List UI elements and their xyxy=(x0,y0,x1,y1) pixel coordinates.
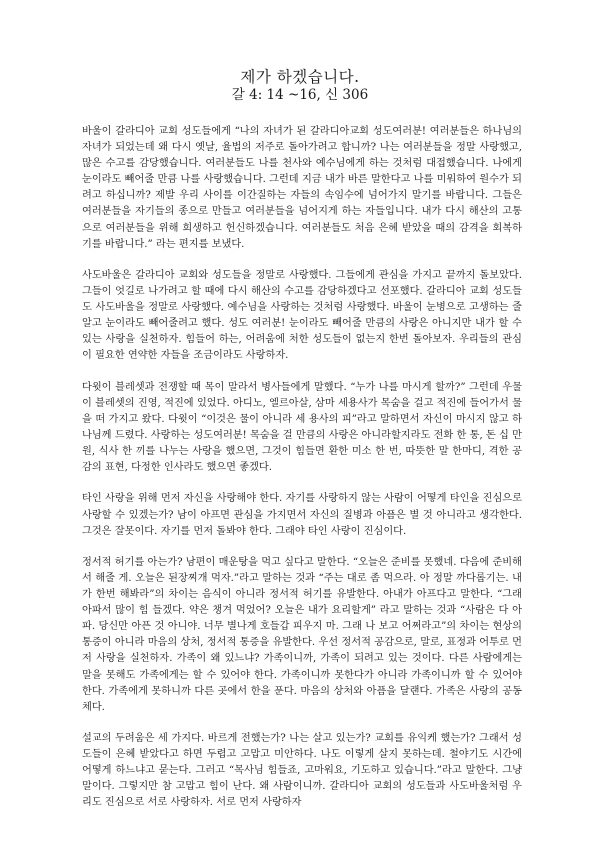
scripture-reference: 갈 4: 14 ~16, 신 306 xyxy=(231,87,369,103)
paragraph-6: 설교의 두려움은 세 가지다. 바르게 전했는가? 나는 살고 있는가? 교회를 유익케 했는가? 그래서 성도들이 은혜 받았다고 하면 두렵고 고맙고 미안하다. 나도 이렇게 살지 못하는데. 철야기도 시간에 어떻게 하느냐고 묻는다. 그러고 “목사님 힘들죠, 고마워요, 기도하고 있습니다.”라고 말한다. 그냥 말이다. 그렇지만 참 고맙고 힘이 난다. 왜 사람이니까. 갈라디아 교회의 성도들과 사도바울처럼 우리도 진심으로 서로 사랑하자. 서로 먼저 사랑하자 xyxy=(82,733,522,809)
sermon-title: 제가 하겠습니다. xyxy=(240,68,360,86)
paragraph-4: 타인 사랑을 위해 먼저 자신을 사랑해야 한다. 자기를 사랑하지 않는 사람이 어떻게 타인을 진심으로 사랑할 수 있겠는가? 남이 아프면 관심을 가지면서 자신의 질병과 아픔은 별 것 아니라고 생각한다. 그것은 잘못이다. 자기를 먼저 돌봐야 한다. 그래야 타인 사랑이 진심이다. xyxy=(82,493,522,537)
paragraph-5: 정서적 허기를 아는가? 남편이 매운탕을 먹고 싶다고 말한다. “오늘은 준비를 못했네. 다음에 준비해서 해줄 게. 오늘은 된장찌개 먹자.”라고 말하는 것과 “주는 대로 좀 먹으라. 아 정말 까다롭기는. 내가 한번 해봐라”의 차이는 음식이 아니라 정서적 허기를 유발한다. 아내가 아프다고 말한다. “그래 아파서 많이 힘 들겠다. 약은 챙겨 먹었어? 오늘은 내가 요리할게” 라고 말하는 것과 “사람은 다 아파. 당신만 아픈 것 아니야. 너무 별나게 호들갑 피우지 마. 그래 나 보고 어쩌라고”의 차이는 현상의 통증이 아니라 마음의 상처, 정서적 통증을 유발한다. 우선 정서적 공감으로, 말로, 표정과 어투로 먼저 사랑을 실천하자. 가족이 왜 있느냐? 가족이니까, 가족이 되려고 있는 것이다. 다른 사람에게는 말을 못해도 가족에게는 할 수 있어야 한다. 가족이니까 못한다가 아니라 가족이니까 할 수 있어야 한다. 가족에게 못하니까 다른 곳에서 한을 푼다. 마음의 상처와 아픔을 달랜다. 가족은 사랑의 공동체다. xyxy=(82,556,522,713)
paragraph-2: 사도바울은 갈라디아 교회와 성도들을 정말로 사랑했다. 그들에게 관심을 가지고 끝까지 돌보았다. 그들이 엇길로 나가려고 할 때에 다시 해산의 수고를 감당하겠다고 선포했다. 갈라디아 교회 성도들도 사도바울을 정말로 사랑했다. 예수님을 사랑하는 것처럼 사랑했다. 바울이 눈병으로 고생하는 줄 알고 눈이라도 빼어줄려고 했다. 성도 여러분! 눈이라도 빼어줄 만큼의 사랑은 아니지만 내가 할 수 있는 사랑을 실천하자. 힘들어 하는, 어려움에 처한 성도들이 없는지 한번 돌아보자. 우리들의 관심이 필요한 연약한 자들을 조금이라도 사랑하자. xyxy=(82,269,522,362)
paragraph-1: 바울이 갈라디아 교회 성도들에게 “나의 자녀가 된 갈라디아교회 성도여러분! 여러분들은 하나님의 자녀가 되었는데 왜 다시 옛날, 율법의 저주로 돌아가려고 합니까? 나는 여러분들을 정말 사랑했고, 많은 수고를 감당했습니다. 여러분들도 나를 천사와 예수님에게 하는 것처럼 대접했습니다. 나에게 눈이라도 빼어줄 만큼 나를 사랑했습니다. 그런데 지금 내가 바른 말한다고 나를 미워하여 원수가 되려고 하십니까? 제발 우리 사이를 이간질하는 자들의 속임수에 넘어가지 말기를 바랍니다. 그들은 여러분들을 자기들의 종으로 만들고 여러분들을 넘어지게 하는 자들입니다. 내가 다시 해산의 고통으로 여러분들을 위해 희생하고 헌신하겠습니다. 여러분들도 처음 은혜 받았을 때의 감격을 회복하기를 바랍니다.” 라는 편지를 보냈다. xyxy=(82,126,522,250)
paragraph-3: 다윗이 블레셋과 전쟁할 때 목이 말라서 병사들에게 말했다. “누가 나를 마시게 할까?” 그런데 우물이 블레셋의 진영, 적진에 있었다. 아디노, 엘르아살, 삼마 세용사가 목숨을 걸고 적진에 들어가서 물을 떠 가지고 왔다. 다윗이 “이것은 물이 아니라 세 용사의 피”라고 말하면서 자신이 마시지 않고 하나님께 드렸다. 사랑하는 성도여러분! 목숨을 걸 만큼의 사랑은 아니라할지라도 전화 한 통, 돈 십 만원, 식사 한 끼를 나누는 사랑을 했으면, 그것이 힘들면 환한 미소 한 번, 따뜻한 말 한마디, 격한 공감의 표현, 다정한 인사라도 했으면 좋겠다. xyxy=(82,381,522,474)
sermon-body xyxy=(82,124,522,827)
